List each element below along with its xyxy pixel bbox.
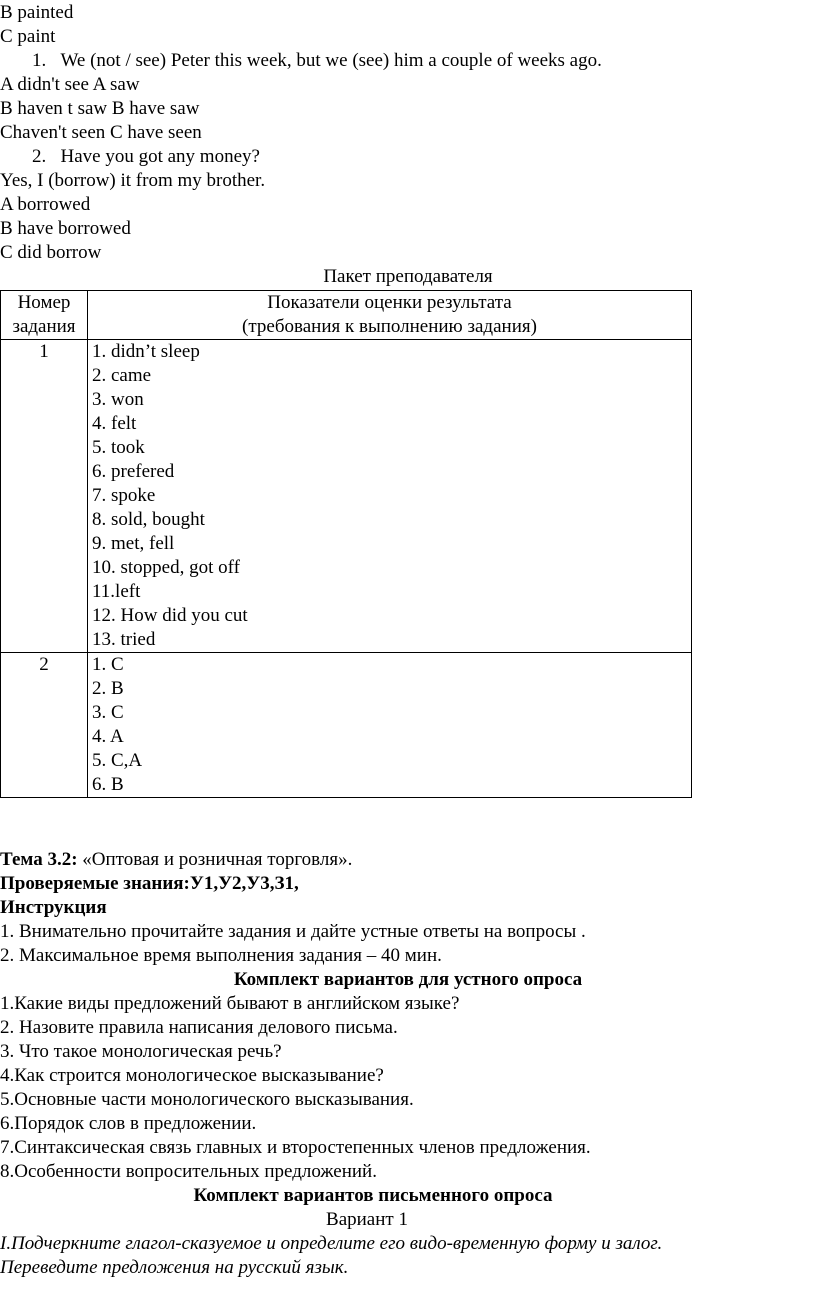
task-number: 2 [1, 653, 88, 798]
variant-label: Вариант 1 [326, 1209, 408, 1230]
task-number: 1 [1, 340, 88, 653]
oral-heading: Комплект вариантов для устного опроса [233, 969, 583, 990]
option-line: Chaven't seen C have seen [0, 122, 202, 143]
instruction-item: 2. Максимальное время выполнения задания – 40 мин. [0, 945, 442, 966]
answer-item: 4. felt [92, 413, 137, 434]
oral-question: 6.Порядок слов в предложении. [0, 1113, 257, 1134]
answer-item: 5. took [92, 437, 145, 458]
answer-item: 1. C [92, 654, 124, 675]
oral-question: 7.Синтаксическая связь главных и второстепенных членов предложения. [0, 1137, 591, 1158]
header-task-number [1, 291, 88, 340]
answer-item: 12. How did you cut [92, 605, 248, 626]
answer-item: 13. tried [92, 629, 156, 650]
table-caption: Пакет преподавателя [323, 266, 493, 287]
answer-item: 1. didn’t sleep [92, 341, 200, 362]
oral-question: 5.Основные части монологического высказывания. [0, 1089, 414, 1110]
answers-cell [88, 653, 692, 798]
answer-item: 2. came [92, 365, 152, 386]
header-line: (требования к выполнению задания) [242, 316, 537, 337]
table-row [1, 340, 692, 653]
option-line: B painted [0, 2, 74, 23]
written-task: I.Подчеркните глагол-сказуемое и определите его видо-временную форму и залог. [0, 1233, 663, 1254]
answer-item: 8. sold, bought [92, 509, 205, 530]
answer-item: 3. C [92, 702, 124, 723]
written-heading: Комплект вариантов письменного опроса [193, 1185, 553, 1206]
question-2 [32, 145, 260, 169]
answer-item: 11.left [92, 581, 141, 602]
option-line: A didn't see A saw [0, 74, 140, 95]
oral-question: 1.Какие виды предложений бывают в английском языке? [0, 993, 460, 1014]
oral-question: 3. Что такое монологическая речь? [0, 1041, 282, 1062]
header-criteria [88, 291, 692, 340]
header-line: Показатели оценки результата [267, 292, 512, 313]
option-line: A borrowed [0, 194, 91, 215]
table-header-row [1, 291, 692, 340]
knowledge-line: Проверяемые знания:У1,У2,У3,З1, [0, 873, 299, 894]
answer-item: 2. B [92, 678, 124, 699]
answer-item: 10. stopped, got off [92, 557, 240, 578]
answer-item: 5. C,A [92, 750, 143, 771]
question-text: Have you got any money? [60, 146, 260, 167]
question-line: Yes, I (borrow) it from my brother. [0, 170, 266, 191]
oral-question: 4.Как строится монологическое высказывание? [0, 1065, 384, 1086]
answer-item: 4. A [92, 726, 124, 747]
option-line: C did borrow [0, 242, 102, 263]
answer-item: 9. met, fell [92, 533, 175, 554]
answer-item: 6. B [92, 774, 124, 795]
option-line: C paint [0, 26, 56, 47]
answer-item: 6. prefered [92, 461, 175, 482]
written-task-line: Переведите предложения на русский язык. [0, 1257, 349, 1278]
answer-item: 7. spoke [92, 485, 156, 506]
option-line: B haven t saw B have saw [0, 98, 200, 119]
instruction-heading: Инструкция [0, 897, 107, 918]
option-line: B have borrowed [0, 218, 131, 239]
table-row [1, 653, 692, 798]
oral-question: 2. Назовите правила написания делового письма. [0, 1017, 398, 1038]
oral-question: 8.Особенности вопросительных предложений. [0, 1161, 377, 1182]
header-line: Номер [17, 292, 71, 313]
answer-key-table [0, 290, 692, 798]
question-number: 1. [32, 50, 47, 71]
answer-item: 3. won [92, 389, 144, 410]
question-1 [32, 49, 602, 73]
question-text: We (not / see) Peter this week, but we (see) him a couple of weeks ago. [60, 50, 602, 71]
header-line: задания [12, 316, 76, 337]
topic-title: «Оптовая и розничная торговля». [77, 849, 353, 870]
topic-label: Тема 3.2: [0, 849, 78, 870]
instruction-item: 1. Внимательно прочитайте задания и дайте устные ответы на вопросы . [0, 921, 586, 942]
answers-cell [88, 340, 692, 653]
question-number: 2. [32, 146, 47, 167]
topic-line [0, 848, 352, 872]
